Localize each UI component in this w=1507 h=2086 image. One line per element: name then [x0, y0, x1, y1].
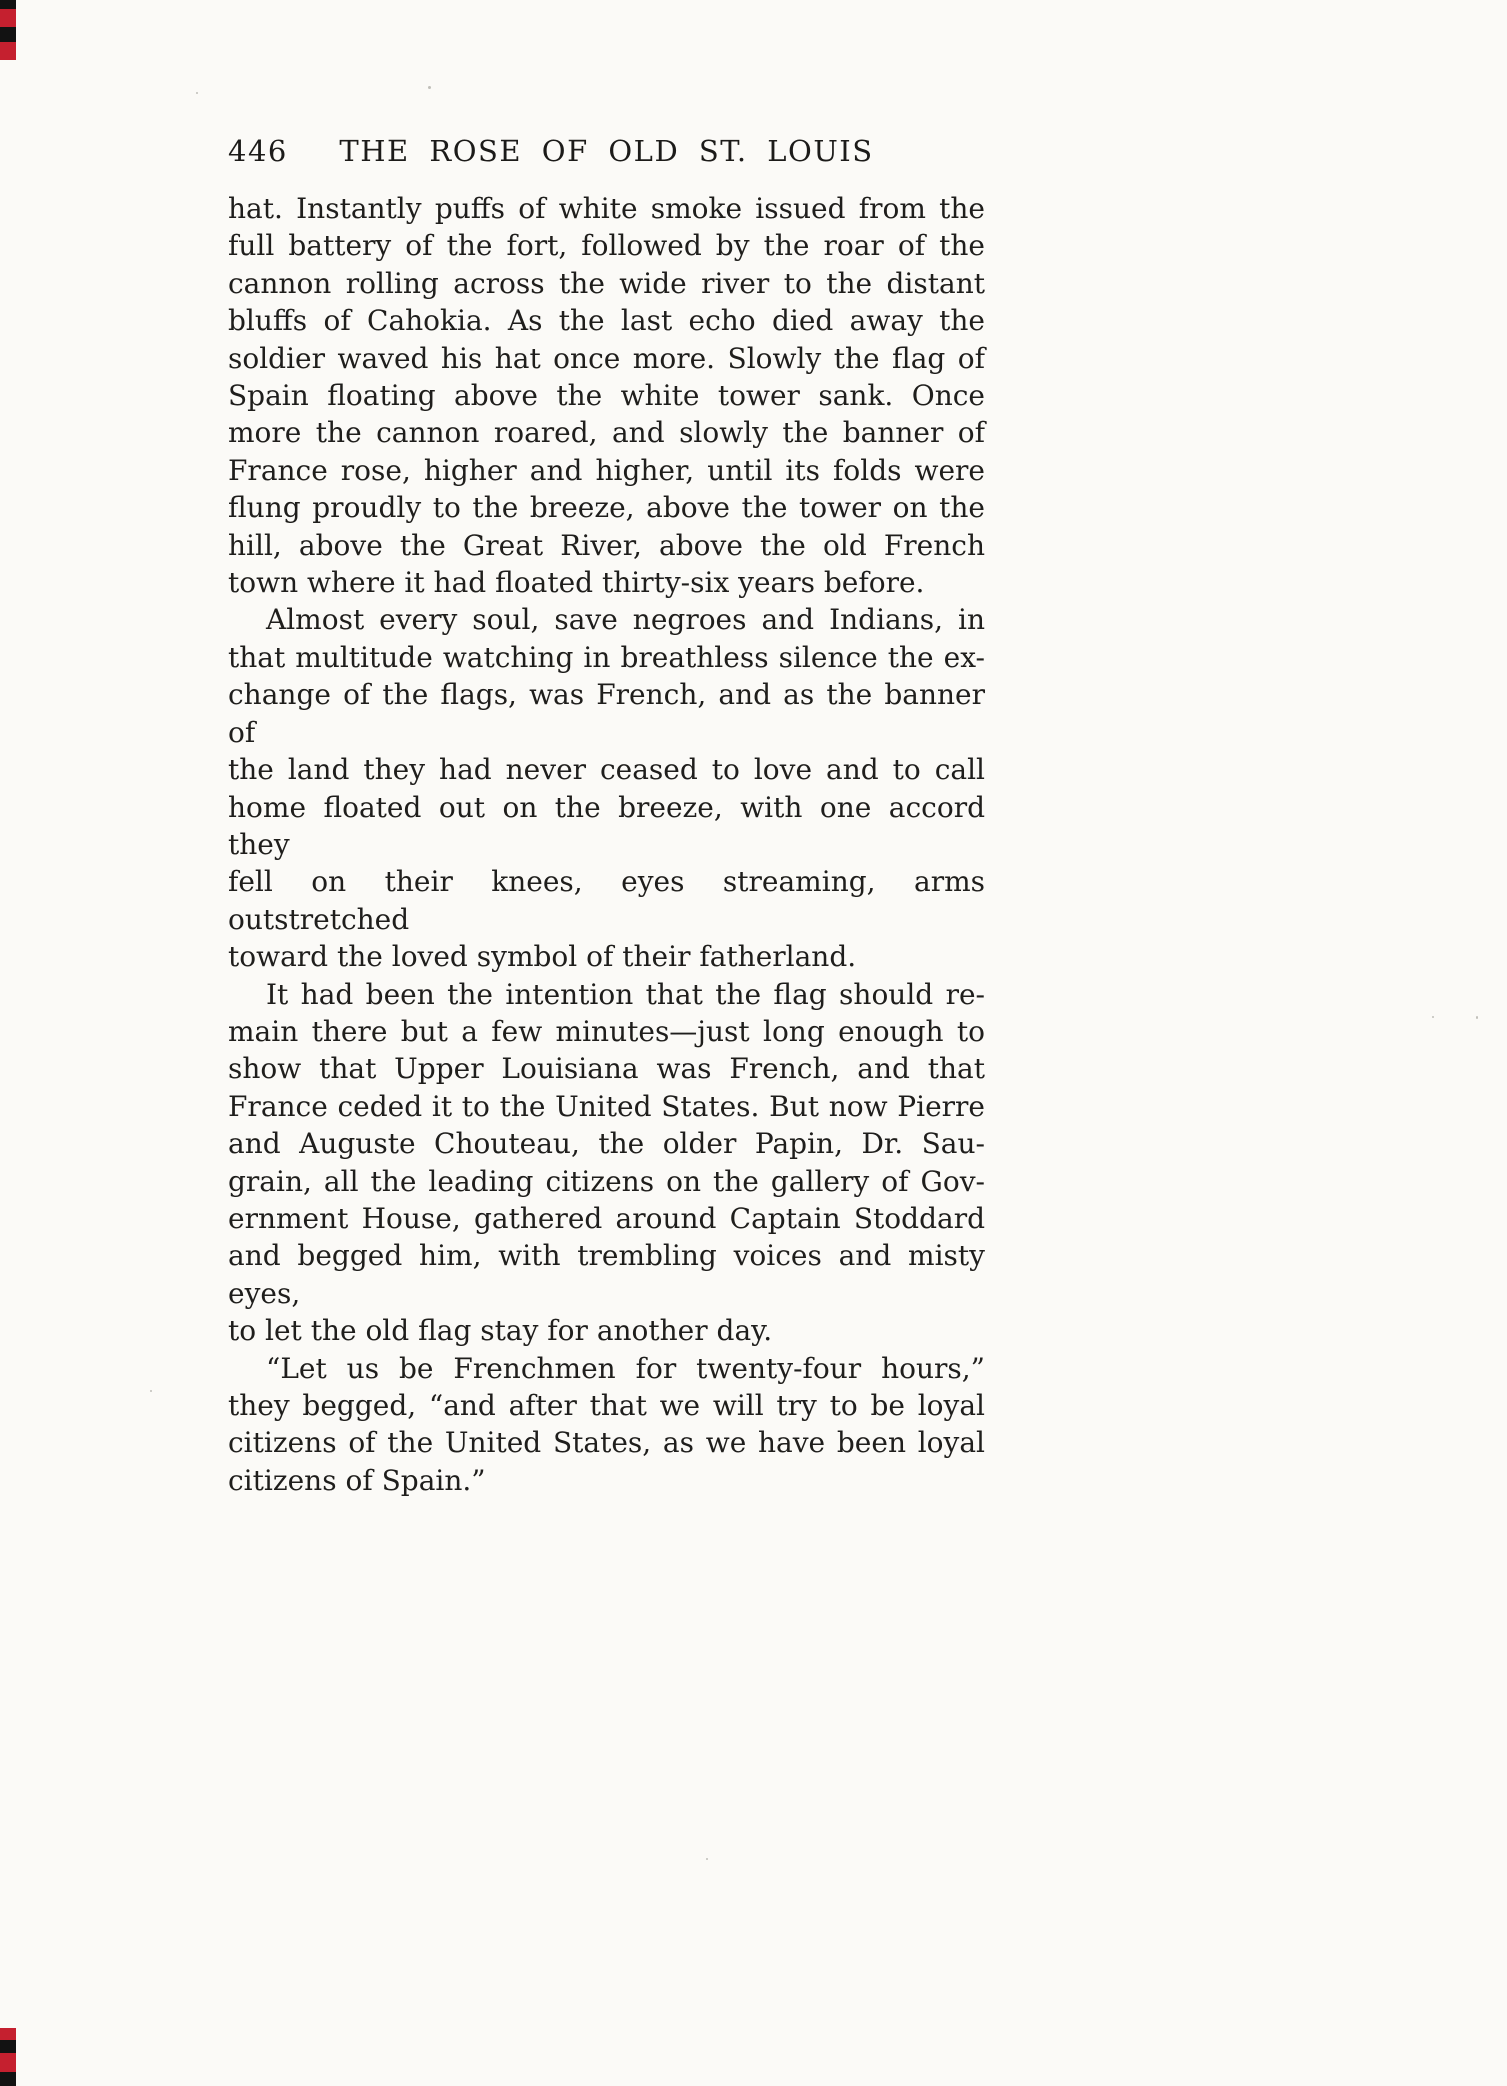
page-number: 446: [228, 134, 288, 168]
text-line: the land they had never ceased to love and to call: [228, 753, 985, 787]
text-line: to let the old flag stay for another day.: [228, 1314, 773, 1348]
text-line: It had been the intention that the flag should re-: [266, 977, 985, 1011]
text-line: toward the loved symbol of their fatherland.: [228, 940, 857, 974]
text-line: France rose, higher and higher, until its folds were: [228, 453, 985, 487]
scan-speck: [1476, 1016, 1478, 1019]
scan-speck: [706, 1858, 708, 1860]
scan-speck: [1432, 1016, 1434, 1018]
scan-edge-black-block: [0, 2072, 16, 2086]
text-line: bluffs of Cahokia. As the last echo died away the: [228, 304, 985, 338]
text-line: and Auguste Chouteau, the older Papin, Dr. Sau-: [228, 1127, 985, 1161]
text-line: France ceded it to the United States. But now Pierre: [228, 1089, 985, 1123]
scan-edge-black-block: [0, 27, 16, 42]
text-line: citizens of Spain.”: [228, 1463, 486, 1497]
page-title: THE ROSE OF OLD ST. LOUIS: [339, 134, 874, 168]
text-line: home floated out on the breeze, with one accord they: [228, 790, 985, 861]
text-line: main there but a few minutes—just long enough to: [228, 1014, 985, 1048]
scan-speck: [150, 1390, 152, 1392]
text-line: soldier waved his hat once more. Slowly the flag of: [228, 341, 985, 375]
text-line: and begged him, with trembling voices and misty eyes,: [228, 1239, 985, 1310]
text-line: more the cannon roared, and slowly the banner of: [228, 416, 985, 450]
text-line: change of the flags, was French, and as the banner of: [228, 678, 985, 749]
paragraph: [228, 1350, 985, 1500]
text-line: ernment House, gathered around Captain Stoddard: [228, 1201, 985, 1235]
text-line: show that Upper Louisiana was French, and that: [228, 1052, 985, 1086]
paragraph: [228, 976, 985, 1350]
scan-edge-bottom: [0, 2028, 16, 2086]
text-line: full battery of the fort, followed by the roar of the: [228, 229, 985, 263]
text-line: Spain floating above the white tower sank. Once: [228, 379, 985, 413]
text-line: cannon rolling across the wide river to the distant: [228, 266, 985, 300]
scan-edge-top: [0, 0, 16, 60]
text-block: [228, 190, 985, 1499]
text-line: town where it had floated thirty-six years before.: [228, 566, 925, 600]
text-line: that multitude watching in breathless silence the ex-: [228, 640, 985, 674]
text-line: hill, above the Great River, above the old French: [228, 528, 985, 562]
text-line: they begged, “and after that we will try to be loyal: [228, 1389, 985, 1422]
scan-speck: [428, 86, 431, 89]
text-line: “Let us be Frenchmen for twenty-four hours,”: [266, 1351, 985, 1385]
text-line: flung proudly to the breeze, above the tower on the: [228, 491, 985, 525]
text-line: citizens of the United States, as we have been loyal: [228, 1426, 985, 1460]
text-line: hat. Instantly puffs of white smoke issued from the: [228, 192, 985, 225]
scan-edge-black-block: [0, 2040, 16, 2053]
scan-edge-black-block: [0, 0, 16, 9]
paragraph: [228, 601, 985, 975]
paragraph: [228, 190, 985, 601]
text-line: Almost every soul, save negroes and Indians, in: [266, 603, 985, 637]
scan-speck: [196, 92, 198, 94]
text-line: fell on their knees, eyes streaming, arms outstretched: [228, 865, 985, 936]
text-line: grain, all the leading citizens on the gallery of Gov-: [228, 1164, 985, 1198]
running-head: [228, 134, 985, 168]
